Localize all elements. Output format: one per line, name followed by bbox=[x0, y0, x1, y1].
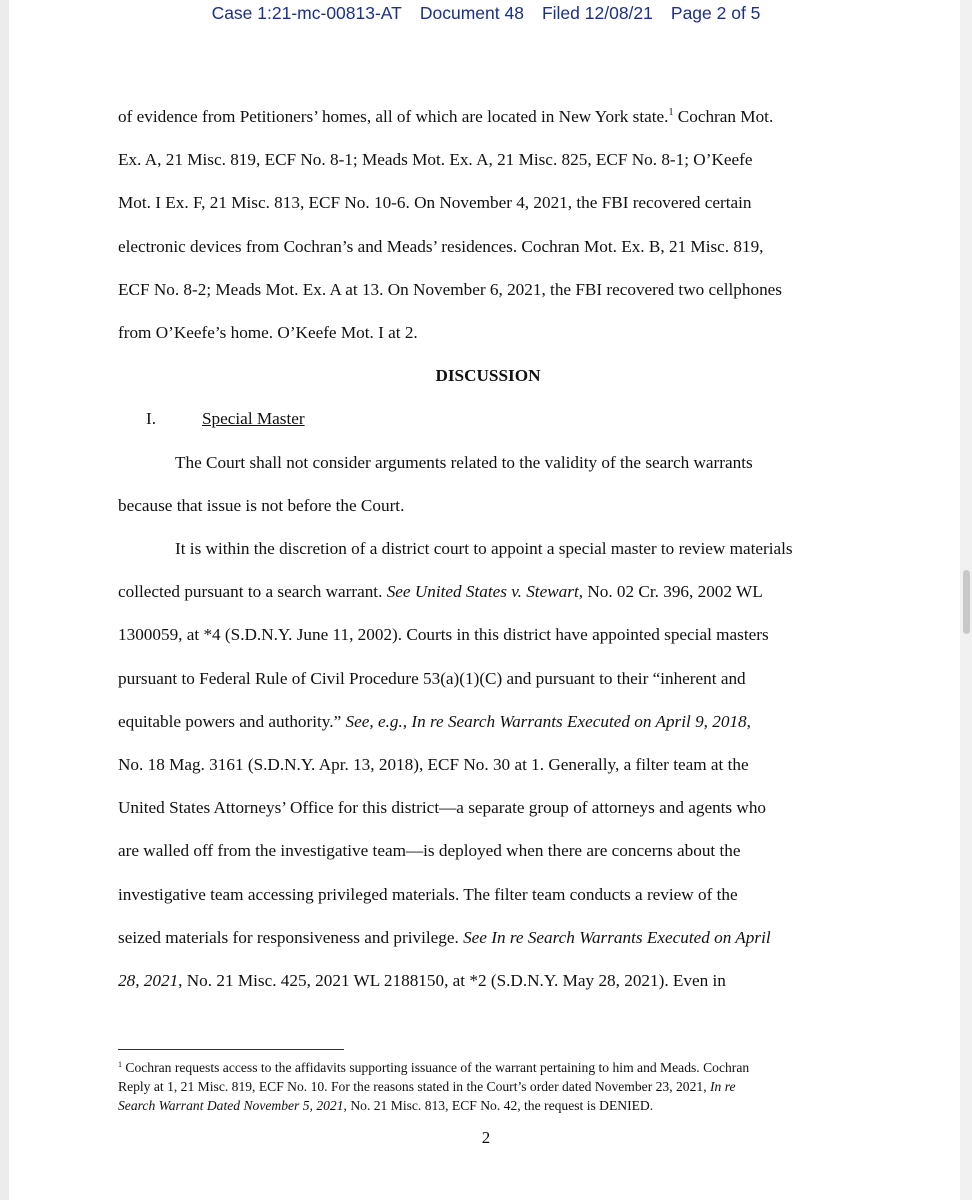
footnote bbox=[118, 1058, 858, 1115]
body-line: pursuant to Federal Rule of Civil Procedure 53(a)(1)(C) and pursuant to their “inherent and bbox=[118, 668, 746, 688]
footnote-ref[interactable]: 1 bbox=[668, 107, 674, 118]
footnote-line: $^1$ Cochran requests access to the affidavits supporting issuance of the warrant pertaining to him and Meads. Cochran bbox=[118, 1060, 750, 1075]
filed-date: Filed 12/08/21 bbox=[541, 3, 653, 23]
body-line: The Court shall not consider arguments related to the validity of the search warrants bbox=[175, 452, 753, 472]
body-line: from O’Keefe’s home. O’Keefe Mot. I at 2. bbox=[118, 323, 418, 343]
body-line: 28, 2021, No. 21 Misc. 425, 2021 WL 2188150, at *2 (S.D.N.Y. May 28, 2021). Even in bbox=[118, 971, 726, 991]
case-citation: In re Search Warrants Executed on April 9, 2018 bbox=[411, 711, 747, 731]
body-line: ECF No. 8-2; Meads Mot. Ex. A at 13. On November 6, 2021, the FBI recovered two cellphones bbox=[118, 279, 783, 299]
case-citation: See In re Search Warrants Executed on April bbox=[463, 927, 771, 947]
body-line: United States Attorneys’ Office for this district—a separate group of attorneys and agents who bbox=[118, 798, 767, 818]
body-line: Ex. A, 21 Misc. 819, ECF No. 8-1; Meads Mot. Ex. A, 21 Misc. 825, ECF No. 8-1; O’Keefe bbox=[118, 150, 753, 170]
scrollbar-track[interactable] bbox=[960, 0, 972, 1200]
body-line: electronic devices from Cochran’s and Meads’ residences. Cochran Mot. Ex. B, 21 Misc. 819, bbox=[118, 236, 764, 256]
body-line: collected pursuant to a search warrant. See United States v. Stewart, No. 02 Cr. 396, 2002 WL bbox=[118, 582, 763, 602]
scrollbar-thumb[interactable] bbox=[963, 570, 970, 634]
case-number: Case 1:21-mc-00813-AT bbox=[211, 3, 402, 23]
section-title: DISCUSSION bbox=[435, 366, 541, 386]
body-line: Mot. I Ex. F, 21 Misc. 813, ECF No. 10-6. On November 4, 2021, the FBI recovered certain bbox=[118, 193, 752, 213]
footnote-line: Search Warrant Dated November 5, 2021, No. 21 Misc. 813, ECF No. 42, the request is DENIED. bbox=[118, 1098, 654, 1113]
document-body bbox=[118, 95, 858, 1002]
heading-number: I. bbox=[146, 409, 157, 429]
body-line: of evidence from Petitioners’ homes, all of which are located in New York state.$^1$ Cochran Mot. bbox=[118, 107, 774, 126]
page-edge-left bbox=[0, 0, 9, 1200]
footnote-divider bbox=[118, 1049, 344, 1050]
heading-title: Special Master bbox=[202, 409, 305, 429]
body-line: equitable powers and authority.” See, e.g., In re Search Warrants Executed on April 9, 2018, bbox=[118, 711, 751, 731]
body-line: seized materials for responsiveness and privilege. See In re Search Warrants Executed on April bbox=[118, 927, 771, 947]
section-heading bbox=[118, 397, 858, 440]
page-count: Page 2 of 5 bbox=[670, 3, 761, 23]
body-line: 1300059, at *4 (S.D.N.Y. June 11, 2002). Courts in this district have appointed special masters bbox=[118, 625, 769, 645]
body-line: It is within the discretion of a district court to appoint a special master to review materials bbox=[175, 539, 793, 559]
footnote-marker: 1 bbox=[118, 1060, 122, 1069]
body-line: are walled off from the investigative team—is deployed when there are concerns about the bbox=[118, 841, 741, 861]
case-header bbox=[0, 3, 972, 24]
document-number: Document 48 bbox=[419, 3, 524, 23]
footnote-line: Reply at 1, 21 Misc. 819, ECF No. 10. For the reasons stated in the Court’s order dated November 23, 2021, In re bbox=[118, 1079, 736, 1094]
body-line: No. 18 Mag. 3161 (S.D.N.Y. Apr. 13, 2018), ECF No. 30 at 1. Generally, a filter team at the bbox=[118, 755, 749, 775]
page-number: 2 bbox=[481, 1128, 491, 1147]
body-line: because that issue is not before the Court. bbox=[118, 495, 405, 515]
body-line: investigative team accessing privileged materials. The filter team conducts a review of the bbox=[118, 884, 738, 904]
case-citation: See United States v. Stewart bbox=[386, 582, 579, 602]
